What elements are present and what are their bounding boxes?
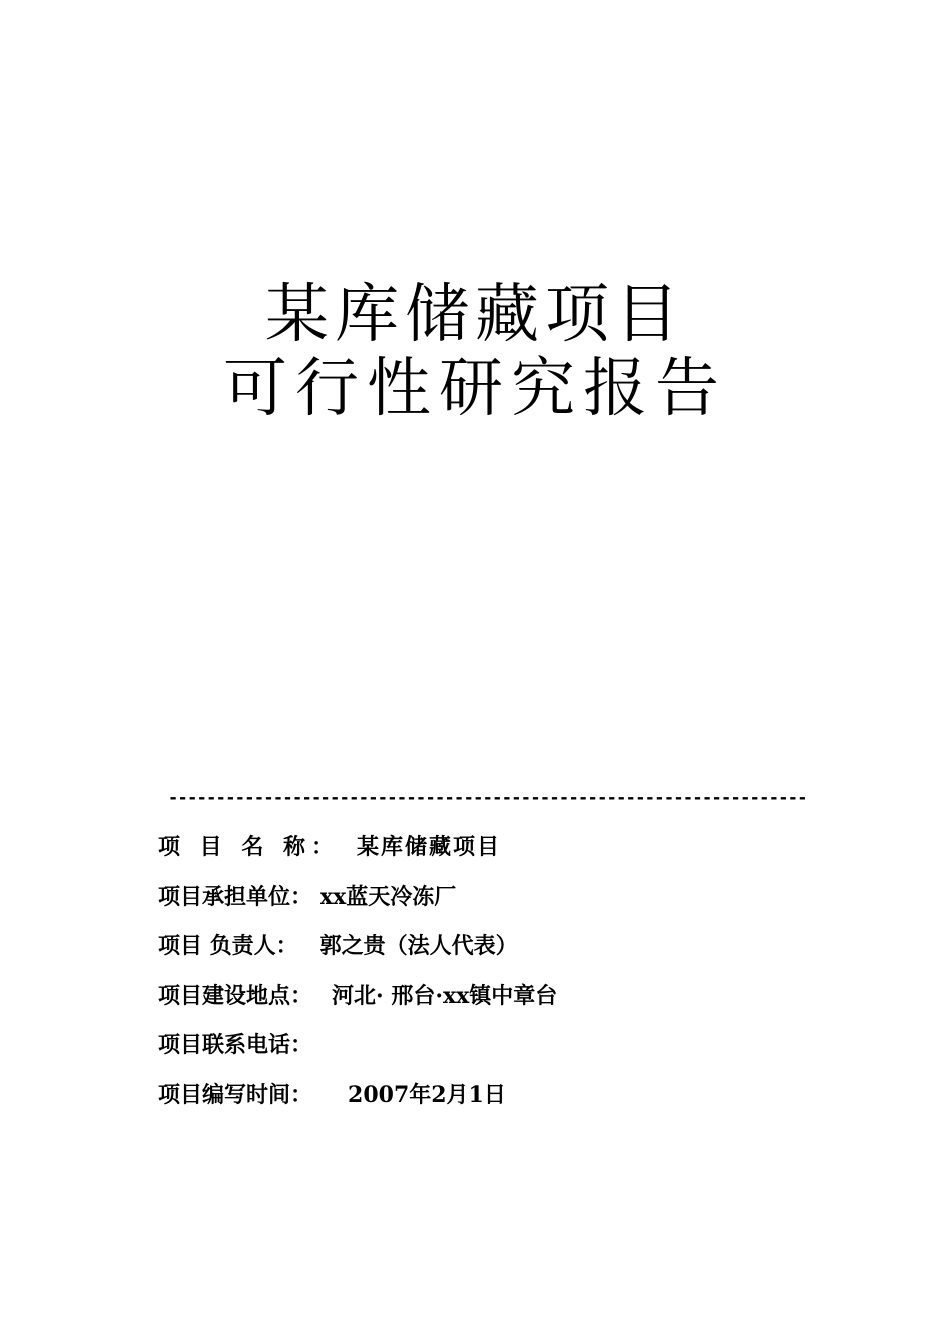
project-name-label: 项 目 名 称： — [158, 834, 339, 860]
info-row-construction-site — [158, 979, 858, 1029]
info-row-project-name — [158, 830, 858, 880]
construction-site-label: 项目建设地点： — [158, 982, 313, 1009]
undertaking-unit-label: 项目承担单位： — [158, 883, 313, 910]
compile-date-label: 项目编写时间： — [158, 1081, 313, 1108]
report-title — [0, 278, 950, 426]
title-line-project: 某库储藏项目 — [265, 278, 685, 352]
info-row-person-in-charge — [158, 929, 858, 979]
construction-site-value: 河北· 邢台·xx镇中章台 — [332, 982, 558, 1009]
contact-phone-label: 项目联系电话： — [158, 1032, 313, 1058]
project-info-list — [158, 830, 858, 1127]
separator-line: ------------------------------------------------------------------- — [168, 788, 807, 808]
info-row-undertaking-unit — [158, 880, 858, 930]
info-row-compile-date — [158, 1078, 858, 1128]
info-row-contact-phone — [158, 1028, 858, 1078]
project-name-value: 某库储藏项目 — [356, 834, 501, 860]
person-in-charge-value: 郭之贵（法人代表） — [319, 933, 518, 959]
undertaking-unit-value: xx蓝天冷冻厂 — [320, 883, 457, 910]
person-in-charge-label: 项目 负责人： — [158, 933, 298, 959]
title-line-report: 可行性研究报告 — [223, 352, 727, 426]
compile-date-value: 2007年2月1日 — [348, 1081, 506, 1108]
